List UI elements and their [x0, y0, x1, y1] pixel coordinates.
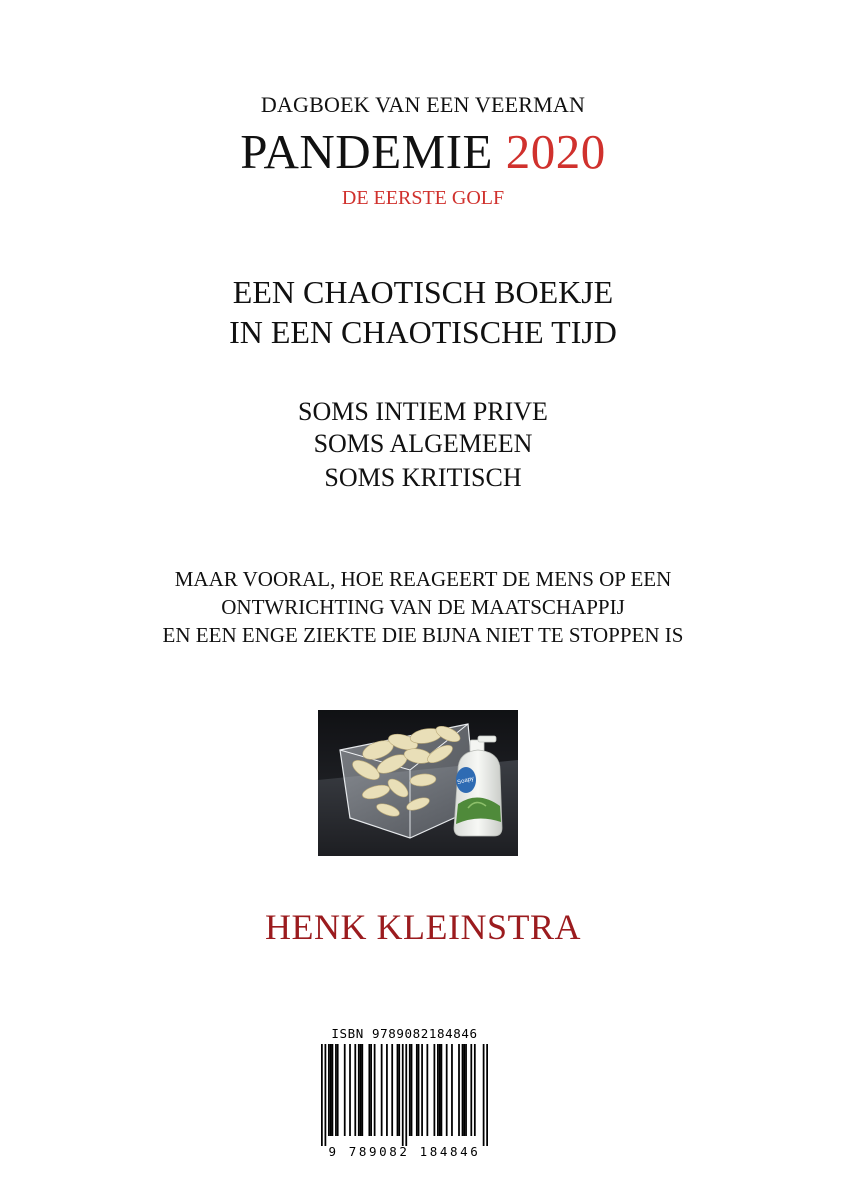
barcode-bar [328, 1044, 330, 1136]
barcode-bar [437, 1044, 439, 1136]
barcode-bar [451, 1044, 453, 1136]
isbn-label: ISBN 9789082184846 [331, 1026, 478, 1041]
subtitle: DE EERSTE GOLF [341, 187, 505, 209]
soms-line-3: SOMS KRITISCH [324, 463, 522, 492]
barcode-bar [335, 1044, 337, 1136]
description-line-3: EN EEN ENGE ZIEKTE DIE BIJNA NIET TE STOPPEN IS [162, 623, 684, 647]
barcode-bar [332, 1044, 334, 1136]
barcode-bar [418, 1044, 420, 1136]
book-title [0, 122, 846, 182]
photo-illustration [318, 710, 518, 856]
barcode-bar [398, 1044, 400, 1136]
barcode-bar [358, 1044, 360, 1136]
barcode-bar [386, 1044, 388, 1136]
barcode-bar [465, 1044, 467, 1136]
barcode-bar [391, 1044, 393, 1136]
barcode-bar [470, 1044, 472, 1136]
barcode-bar [421, 1044, 423, 1136]
barcode-bar [321, 1044, 323, 1146]
barcode-bar [381, 1044, 383, 1136]
barcode-bar [368, 1044, 370, 1136]
isbn-digits: 9 789082 184846 [328, 1144, 481, 1159]
title-word: PANDEMIE [240, 124, 493, 179]
barcode-bar [361, 1044, 363, 1136]
barcode-bar [458, 1044, 460, 1136]
description-line-1: MAAR VOORAL, HOE REAGEERT DE MENS OP EEN [174, 567, 672, 591]
barcode-bar [349, 1044, 351, 1136]
barcode-bar [483, 1044, 485, 1146]
author-name: HENK KLEINSTRA [265, 907, 581, 947]
tagline-line-1: EEN CHAOTISCH BOEKJE [232, 274, 614, 310]
soms-line-2: SOMS ALGEMEEN [313, 429, 533, 458]
barcode-bar [463, 1044, 465, 1136]
barcode-bar [416, 1044, 418, 1136]
barcode-bar [441, 1044, 443, 1136]
barcode-bar [354, 1044, 356, 1136]
barcode-bar [426, 1044, 428, 1136]
barcode-bar [397, 1044, 399, 1136]
barcode-bar [360, 1044, 362, 1136]
barcode-bar [446, 1044, 448, 1136]
description-line-2: ONTWRICHTING VAN DE MAATSCHAPPIJ [221, 595, 625, 619]
barcode-bar [330, 1044, 332, 1136]
barcode-bar [402, 1044, 404, 1146]
barcode-bar [439, 1044, 441, 1136]
barcode-bar [337, 1044, 339, 1136]
bottle-label: Soapy [456, 775, 475, 787]
isbn-barcode [313, 1026, 496, 1166]
barcode-bar [405, 1044, 407, 1146]
barcode-bar [325, 1044, 327, 1146]
barcode-bar [486, 1044, 488, 1146]
barcode-bar [409, 1044, 411, 1136]
barcode-bar [344, 1044, 346, 1136]
barcode-bar [434, 1044, 436, 1136]
overtitle: DAGBOEK VAN EEN VEERMAN [260, 92, 586, 117]
tagline-line-2: IN EEN CHAOTISCHE TIJD [229, 314, 617, 350]
barcode-bar [374, 1044, 376, 1136]
soms-line-1: SOMS INTIEM PRIVE [298, 397, 548, 426]
barcode-bar [411, 1044, 413, 1136]
title-year: 2020 [505, 124, 606, 179]
barcode-bar [462, 1044, 464, 1136]
barcode-bar [370, 1044, 372, 1136]
cover-photo [318, 710, 518, 856]
barcode-bars [321, 1044, 488, 1146]
barcode-bar [474, 1044, 476, 1136]
